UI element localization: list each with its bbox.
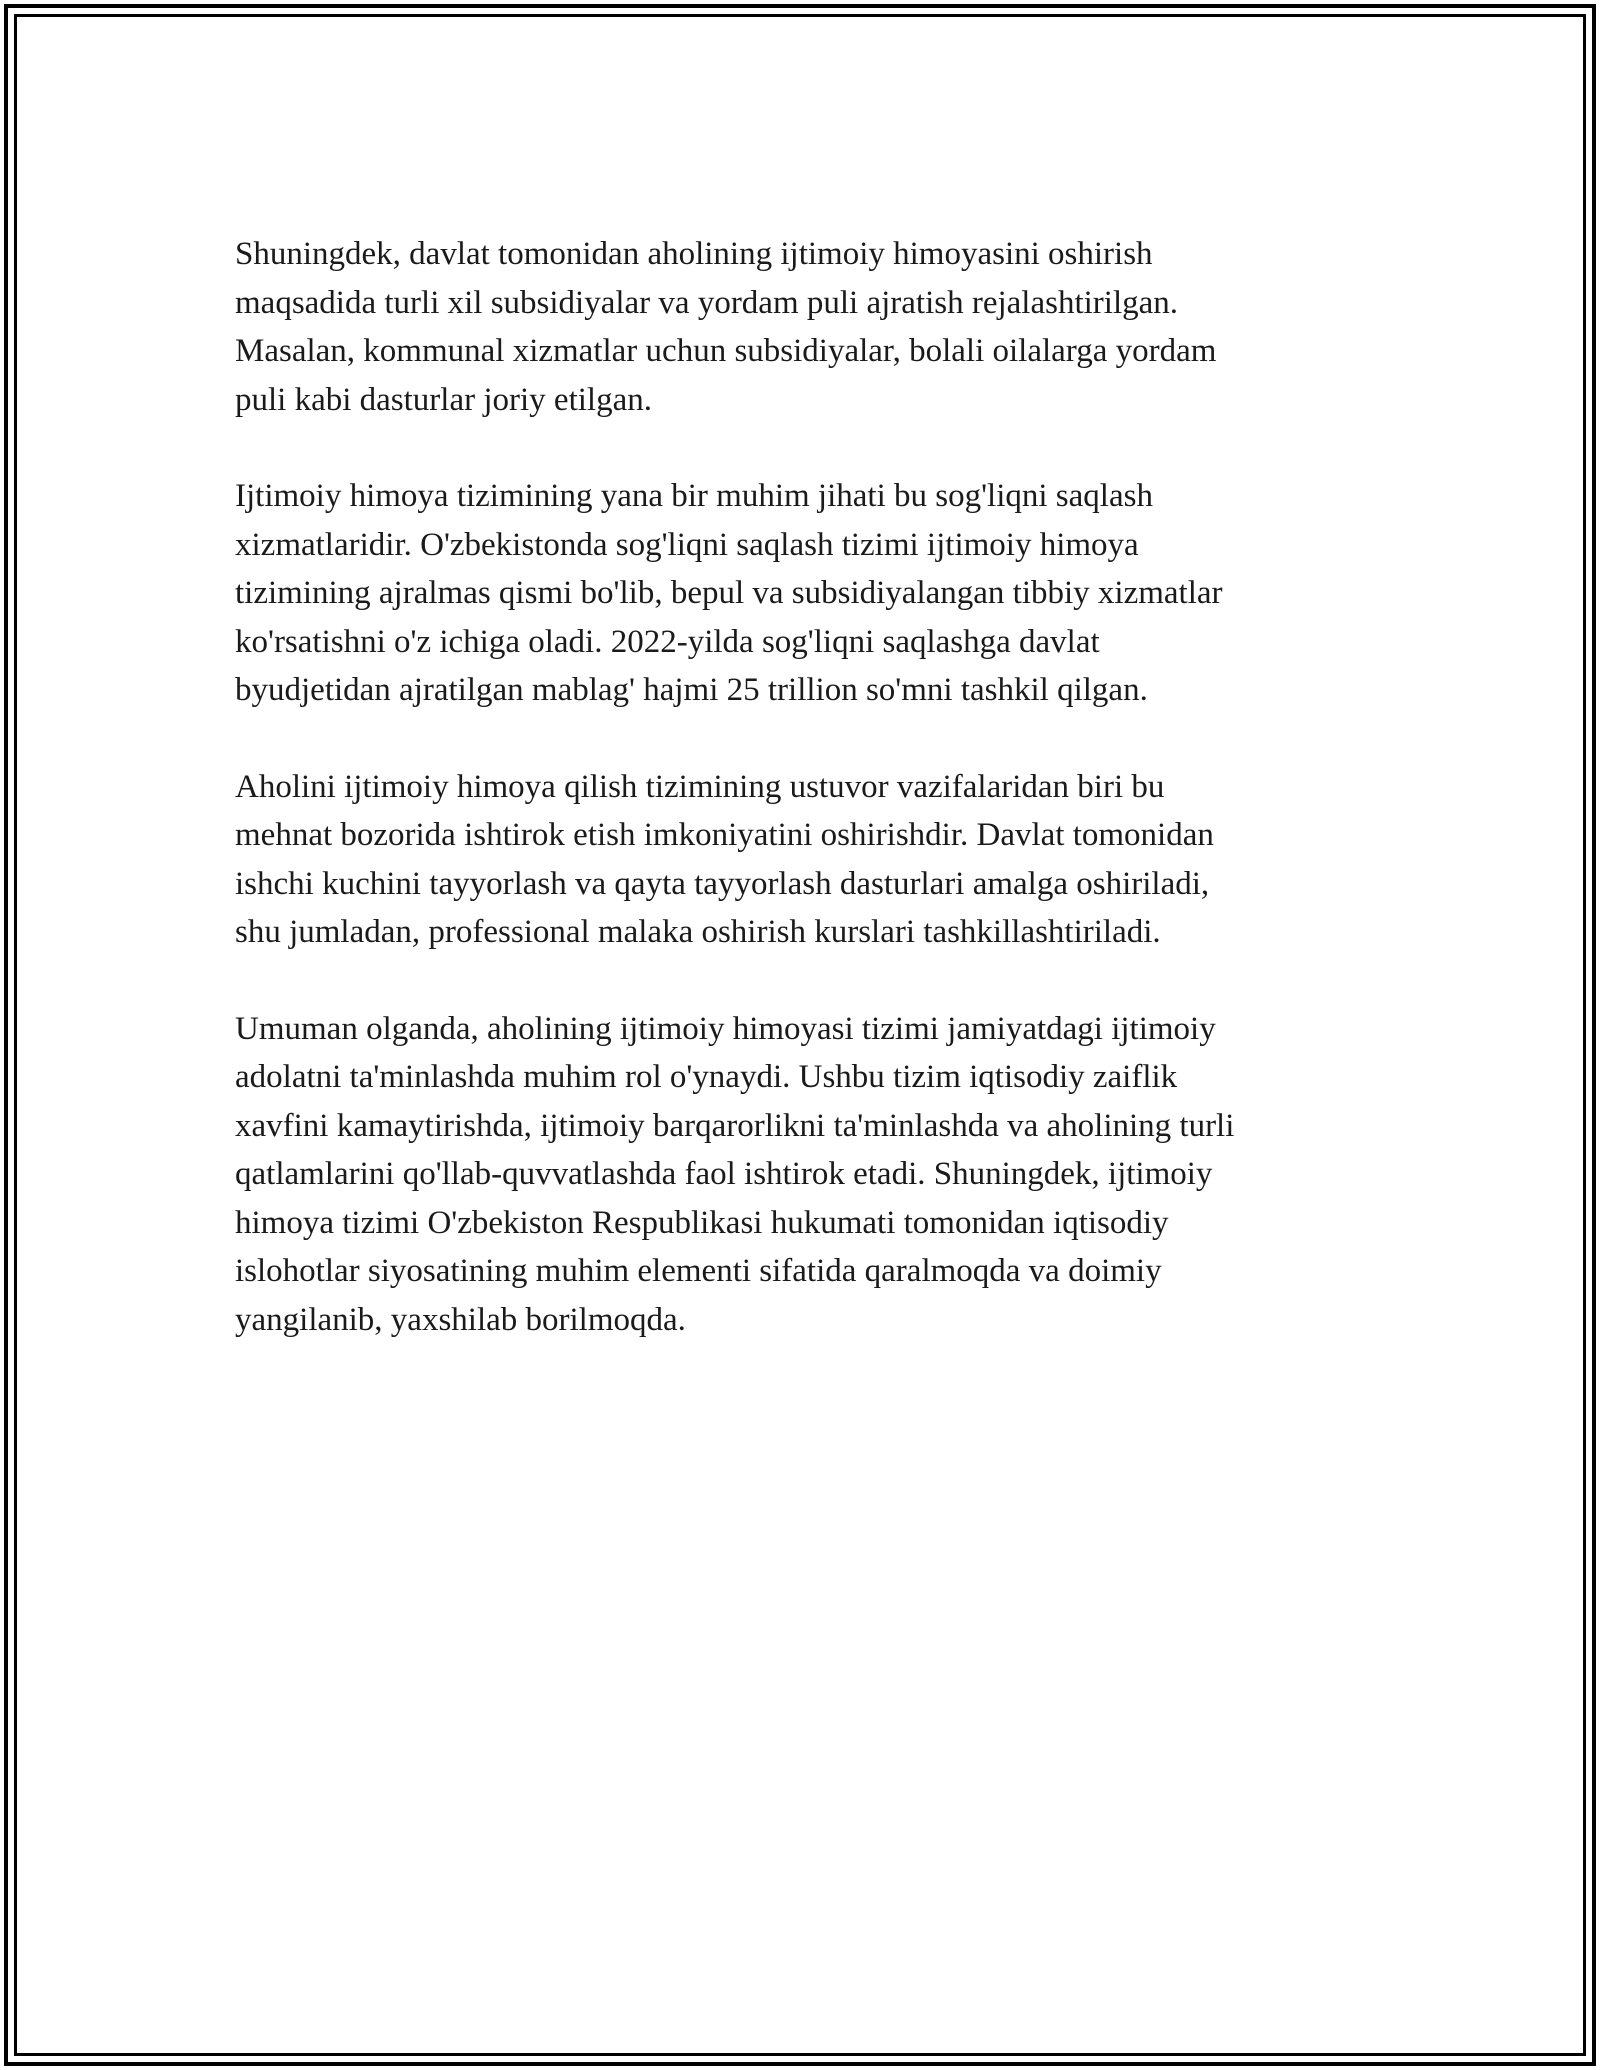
text-line: tizimining ajralmas qismi bo'lib, bepul va subsidiyalangan tibbiy xizmatlar — [235, 575, 1223, 611]
text-line: shu jumladan, professional malaka oshirish kurslari tashkillashtiriladi. — [235, 914, 1161, 950]
text-line: islohotlar siyosatining muhim elementi sifatida qaralmoqda va doimiy — [235, 1253, 1162, 1289]
text-line: maqsadida turli xil subsidiyalar va yordam puli ajratish rejalashtirilgan. — [235, 284, 1179, 321]
text-line: xavfini kamaytirishda, ijtimoiy barqarorlikni ta'minlashda va aholining turli — [235, 1107, 1235, 1144]
text-line: qatlamlarini qo'llab-quvvatlashda faol ishtirok etadi. Shuningdek, ijtimoiy — [235, 1156, 1213, 1192]
paragraph-healthcare — [235, 472, 1365, 715]
text-line: Masalan, kommunal xizmatlar uchun subsidiyalar, bolali oilalarga yordam — [235, 333, 1217, 369]
text-line: Aholini ijtimoiy himoya qilish tizimining ustuvor vazifalaridan biri bu — [235, 768, 1165, 805]
paragraph-labor-market — [235, 763, 1365, 957]
text-line: Ijtimoiy himoya tizimining yana bir muhim jihati bu sog'liqni saqlash — [235, 478, 1153, 514]
text-line: mehnat bozorida ishtirok etish imkoniyatini oshirishdir. Davlat tomonidan — [235, 817, 1214, 853]
document-body — [235, 230, 1365, 1392]
text-line: Umuman olganda, aholining ijtimoiy himoyasi tizimi jamiyatdagi ijtimoiy — [235, 1010, 1216, 1047]
text-line: yangilanib, yaxshilab borilmoqda. — [235, 1301, 686, 1338]
paragraph-subsidies — [235, 230, 1365, 424]
text-line: puli kabi dasturlar joriy etilgan. — [235, 381, 652, 418]
text-line: xizmatlaridir. O'zbekistonda sog'liqni saqlash tizimi ijtimoiy himoya — [235, 526, 1139, 563]
text-line: byudjetidan ajratilgan mablag' hajmi 25 trillion so'mni tashkil qilgan. — [235, 672, 1148, 708]
text-line: himoya tizimi O'zbekiston Respublikasi hukumati tomonidan iqtisodiy — [235, 1204, 1169, 1241]
paragraph-conclusion — [235, 1005, 1365, 1345]
text-line: ishchi kuchini tayyorlash va qayta tayyorlash dasturlari amalga oshiriladi, — [235, 865, 1210, 902]
text-line: ko'rsatishni o'z ichiga oladi. 2022-yilda sog'liqni saqlashga davlat — [235, 623, 1100, 660]
text-line: Shuningdek, davlat tomonidan aholining ijtimoiy himoyasini oshirish — [235, 236, 1153, 272]
text-line: adolatni ta'minlashda muhim rol o'ynaydi. Ushbu tizim iqtisodiy zaiflik — [235, 1059, 1178, 1095]
